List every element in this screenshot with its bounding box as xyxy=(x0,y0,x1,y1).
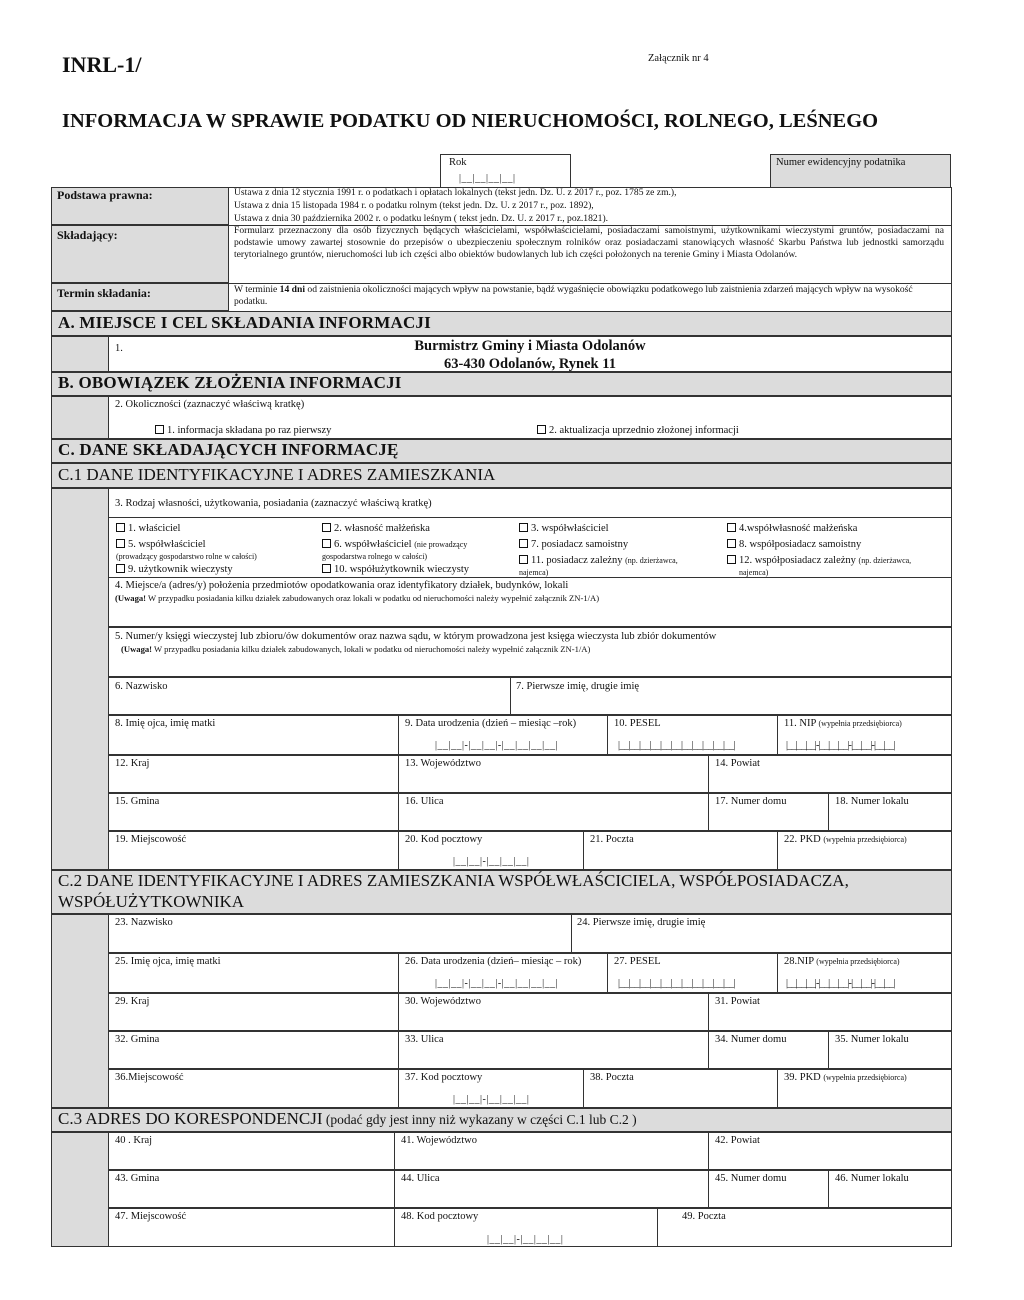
checkbox-icon[interactable] xyxy=(322,523,331,532)
checkbox-icon[interactable] xyxy=(519,555,528,564)
legal-basis-label: Podstawa prawna: xyxy=(57,188,153,202)
c2-house-number-field[interactable]: 34. Numer domu xyxy=(708,1031,829,1069)
deadline-label: Termin składania: xyxy=(57,286,151,300)
c2-left-margin xyxy=(51,914,109,1108)
legal-basis-line-1: Ustawa z dnia 12 stycznia 1991 r. o podatkach i opłatach lokalnych (tekst jedn. Dz. U. z 2017 r., poz. 1785 ze zm.), xyxy=(234,187,677,198)
attachment-label: Załącznik nr 4 xyxy=(648,53,709,64)
ownership-opt-2[interactable]: 2. własność małżeńska xyxy=(322,523,430,535)
c2-pesel-field[interactable]: 27. PESEL |__|__|__|__|__|__|__|__|__|__|__| xyxy=(607,953,778,993)
postal-code-field[interactable]: 20. Kod pocztowy |__|__|-|__|__|__| xyxy=(398,831,584,870)
year-field[interactable] xyxy=(440,154,571,188)
c3-street-field[interactable]: 44. Ulica xyxy=(394,1170,709,1208)
checkbox-icon[interactable] xyxy=(322,564,331,573)
ownership-opt-11[interactable]: 11. posiadacz zależny (np. dzierżawca, xyxy=(519,555,678,567)
pesel-field[interactable]: 10. PESEL |__|__|__|__|__|__|__|__|__|__|__| xyxy=(607,715,778,755)
checkbox-icon[interactable] xyxy=(116,523,125,532)
office-field: 1. Burmistrz Gminy i Miasta Odolanów 63-430 Odolanów, Rynek 11 xyxy=(108,336,952,372)
ownership-opt-8[interactable]: 8. współposiadacz samoistny xyxy=(727,539,861,551)
c3-postal-code-field[interactable]: 48. Kod pocztowy |__|__|-|__|__|__| xyxy=(394,1208,658,1247)
form-code: INRL-1/ xyxy=(62,52,142,77)
option-update[interactable]: 2. aktualizacja uprzednio złożonej informacji xyxy=(537,425,739,437)
section-c3-title: C.3 ADRES DO KORESPONDENCJI (podać gdy jest inny niż wykazany w części C.1 lub C.2 ) xyxy=(58,1109,637,1128)
c2-flat-number-field[interactable]: 35. Numer lokalu xyxy=(828,1031,952,1069)
ownership-opt-3[interactable]: 3. współwłaściciel xyxy=(519,523,609,535)
c2-surname-field[interactable]: 23. Nazwisko xyxy=(108,914,572,953)
c2-street-field[interactable]: 33. Ulica xyxy=(398,1031,709,1069)
ownership-opt-4[interactable]: 4.współwłasność małżeńska xyxy=(727,523,857,535)
taxpayer-number-label: Numer ewidencyjny podatnika xyxy=(776,157,906,168)
post-office-field[interactable]: 21. Poczta xyxy=(583,831,778,870)
section-c2-title-1: C.2 DANE IDENTYFIKACYJNE I ADRES ZAMIESZKANIA WSPÓŁWŁAŚCICIELA, WSPÓŁPOSIADACZA, xyxy=(58,871,849,890)
c2-locality-field[interactable]: 36.Miejscowość xyxy=(108,1069,399,1108)
c3-locality-field[interactable]: 47. Miejscowość xyxy=(108,1208,395,1247)
first-names-field[interactable]: 7. Pierwsze imię, drugie imię xyxy=(510,677,952,715)
c2-nip-field[interactable]: 28.NIP (wypełnia przedsiębiorca) |__|__|__|-|__|__|__|-|__|__|-|__|__| xyxy=(777,953,952,993)
legal-basis-line-3: Ustawa z dnia 30 października 2002 r. o podatku leśnym ( tekst jedn. Dz. U. z 2017 r., poz.1821). xyxy=(234,213,609,224)
section-b-title: B. OBOWIĄZEK ZŁOŻENIA INFORMACJI xyxy=(58,373,402,392)
c3-flat-number-field[interactable]: 46. Numer lokalu xyxy=(828,1170,952,1208)
ownership-opt-9[interactable]: 9. użytkownik wieczysty xyxy=(116,564,233,576)
c1-left-margin xyxy=(51,488,109,870)
pkd-field[interactable]: 22. PKD (wypełnia przedsiębiorca) xyxy=(777,831,952,870)
country-field[interactable]: 12. Kraj xyxy=(108,755,399,793)
year-digits: |__|__|__|__| xyxy=(459,173,516,184)
taxpayer-number-field[interactable] xyxy=(770,154,951,188)
section-c2-title-2: WSPÓŁUŻYTKOWNIKA xyxy=(58,892,245,911)
c2-postal-code-field[interactable]: 37. Kod pocztowy |__|__|-|__|__|__| xyxy=(398,1069,584,1108)
checkbox-icon[interactable] xyxy=(727,555,736,564)
c3-county-field[interactable]: 42. Powiat xyxy=(708,1132,952,1170)
circumstances-field: 2. Okoliczności (zaznaczyć właściwą kratkę) 1. informacja składana po raz pierwszy 2. aktualizacja uprzednio złożonej informacji xyxy=(108,396,952,439)
c3-house-number-field[interactable]: 45. Numer domu xyxy=(708,1170,829,1208)
deadline-text: W terminie 14 dni od zaistnienia okoliczności mających wpływ na powstanie, bądź wygaśnięcie obowiązku podatkowego lub zaistnienia zdarzeń mających wpływ na wysokość podatku. xyxy=(234,284,913,307)
checkbox-icon[interactable] xyxy=(322,539,331,548)
ownership-field: 3. Rodzaj własności, użytkowania, posiadania (zaznaczyć właściwą kratkę) 1. właściciel 2. własność małżeńska 3. współwłaściciel 4.współwłasność małżeńska 5. współwłaściciel (prowadzący gospodarstwo rolne w całości) 6. współwłaściciel (nie prowadzący gospodarstwa rolnego w całości) 7. posiadacz samoistny 8. współposiadacz samoistny 9. użytkownik wieczysty 10. współużytkownik wieczysty 11. posiadacz zależny (np. dzierżawca, najemca) 12. współposiadacz zależny (np. dzierżawca, najemca) xyxy=(108,488,952,578)
voivodeship-field[interactable]: 13. Województwo xyxy=(398,755,709,793)
year-label: Rok xyxy=(449,157,467,168)
locality-field[interactable]: 19. Miejscowość xyxy=(108,831,399,870)
checkbox-icon[interactable] xyxy=(537,425,546,434)
ownership-opt-7[interactable]: 7. posiadacz samoistny xyxy=(519,539,628,551)
office-address: 63-430 Odolanów, Rynek 11 xyxy=(444,356,616,372)
birth-date-field[interactable]: 9. Data urodzenia (dzień – miesiąc –rok) |__|__|-|__|__|-|__|__|__|__| xyxy=(398,715,608,755)
c2-municipality-field[interactable]: 32. Gmina xyxy=(108,1031,399,1069)
property-location-field[interactable]: 4. Miejsce/a (adres/y) położenia przedmiotów opodatkowania oraz identyfikatory działek, budynków, lokali (Uwaga! W przypadku posiadania kilku działek zabudowanych oraz lokali w podatku od nieruchomości należy wypełnić załącznik ZN-1/A) xyxy=(108,577,952,627)
c3-post-office-field[interactable]: 49. Poczta xyxy=(657,1208,952,1247)
checkbox-icon[interactable] xyxy=(727,523,736,532)
checkbox-icon[interactable] xyxy=(519,539,528,548)
flat-number-field[interactable]: 18. Numer lokalu xyxy=(828,793,952,831)
house-number-field[interactable]: 17. Numer domu xyxy=(708,793,829,831)
county-field[interactable]: 14. Powiat xyxy=(708,755,952,793)
section-c1-title: C.1 DANE IDENTYFIKACYJNE I ADRES ZAMIESZKANIA xyxy=(58,465,496,484)
submitter-text: Formularz przeznaczony dla osób fizycznych będących właścicielami, współwłaścicielami, posiadaczami samoistnymi, użytkownikami wieczystymi gruntów, posiadaczami na podstawie umowy zawartej stosownie do przepisów o ubezpieczeniu społecznym rolników oraz posiadaczami stanowiących własność Skarbu Państwa lub jednostki samorządu terytorialnego gruntów, nieruchomości lub ich części albo obiektów budowlanych lub ich części położonych na terenie Gminy i Miasta Odolanów. xyxy=(234,225,944,260)
municipality-field[interactable]: 15. Gmina xyxy=(108,793,399,831)
checkbox-icon[interactable] xyxy=(727,539,736,548)
form-title: INFORMACJA W SPRAWIE PODATKU OD NIERUCHOMOŚCI, ROLNEGO, LEŚNEGO xyxy=(62,110,879,132)
land-register-field[interactable]: 5. Numer/y księgi wieczystej lub zbioru/ów dokumentów oraz nazwa sądu, w którym prowadzona jest księga wieczysta lub zbiór dokumentów (Uwaga! W przypadku posiadania kilku działek zabudowanych, lokali w podatku od nieruchomości należy wypełnić załącznik ZN-1/A) xyxy=(108,627,952,677)
parents-names-field[interactable]: 8. Imię ojca, imię matki xyxy=(108,715,399,755)
checkbox-icon[interactable] xyxy=(116,564,125,573)
checkbox-icon[interactable] xyxy=(155,425,164,434)
nip-field[interactable]: 11. NIP (wypełnia przedsiębiorca) |__|__|__|-|__|__|__|-|__|__|-|__|__| xyxy=(777,715,952,755)
ownership-opt-6[interactable]: 6. współwłaściciel (nie prowadzący xyxy=(322,539,467,551)
ownership-opt-5[interactable]: 5. współwłaściciel xyxy=(116,539,206,551)
office-name: Burmistrz Gminy i Miasta Odolanów xyxy=(414,338,646,354)
section-c-title: C. DANE SKŁADAJĄCYCH INFORMACJĘ xyxy=(58,440,399,459)
c2-parents-names-field[interactable]: 25. Imię ojca, imię matki xyxy=(108,953,399,993)
c3-voivodeship-field[interactable]: 41. Województwo xyxy=(394,1132,709,1170)
c3-left-margin xyxy=(51,1132,109,1247)
c2-post-office-field[interactable]: 38. Poczta xyxy=(583,1069,778,1108)
checkbox-icon[interactable] xyxy=(519,523,528,532)
legal-basis-line-2: Ustawa z dnia 15 listopada 1984 r. o podatku rolnym (tekst jedn. Dz. U. z 2017 r., poz. 1892), xyxy=(234,200,594,211)
c2-birth-date-field[interactable]: 26. Data urodzenia (dzień– miesiąc – rok) |__|__|-|__|__|-|__|__|__|__| xyxy=(398,953,608,993)
checkbox-icon[interactable] xyxy=(116,539,125,548)
surname-field[interactable]: 6. Nazwisko xyxy=(108,677,511,715)
c3-municipality-field[interactable]: 43. Gmina xyxy=(108,1170,395,1208)
c2-pkd-field[interactable]: 39. PKD (wypełnia przedsiębiorca) xyxy=(777,1069,952,1108)
c2-country-field[interactable]: 29. Kraj xyxy=(108,993,399,1031)
c2-voivodeship-field[interactable]: 30. Województwo xyxy=(398,993,709,1031)
c2-first-names-field[interactable]: 24. Pierwsze imię, drugie imię xyxy=(571,914,952,953)
c3-country-field[interactable]: 40 . Kraj xyxy=(108,1132,395,1170)
ownership-opt-10[interactable]: 10. współużytkownik wieczysty xyxy=(322,564,469,576)
ownership-opt-12[interactable]: 12. współposiadacz zależny (np. dzierżawca, xyxy=(727,555,911,567)
section-a-title: A. MIEJSCE I CEL SKŁADANIA INFORMACJI xyxy=(58,313,431,332)
ownership-opt-1[interactable]: 1. właściciel xyxy=(116,523,180,535)
submitter-label: Składający: xyxy=(57,228,118,242)
street-field[interactable]: 16. Ulica xyxy=(398,793,709,831)
c2-county-field[interactable]: 31. Powiat xyxy=(708,993,952,1031)
option-first-time[interactable]: 1. informacja składana po raz pierwszy xyxy=(155,425,331,437)
